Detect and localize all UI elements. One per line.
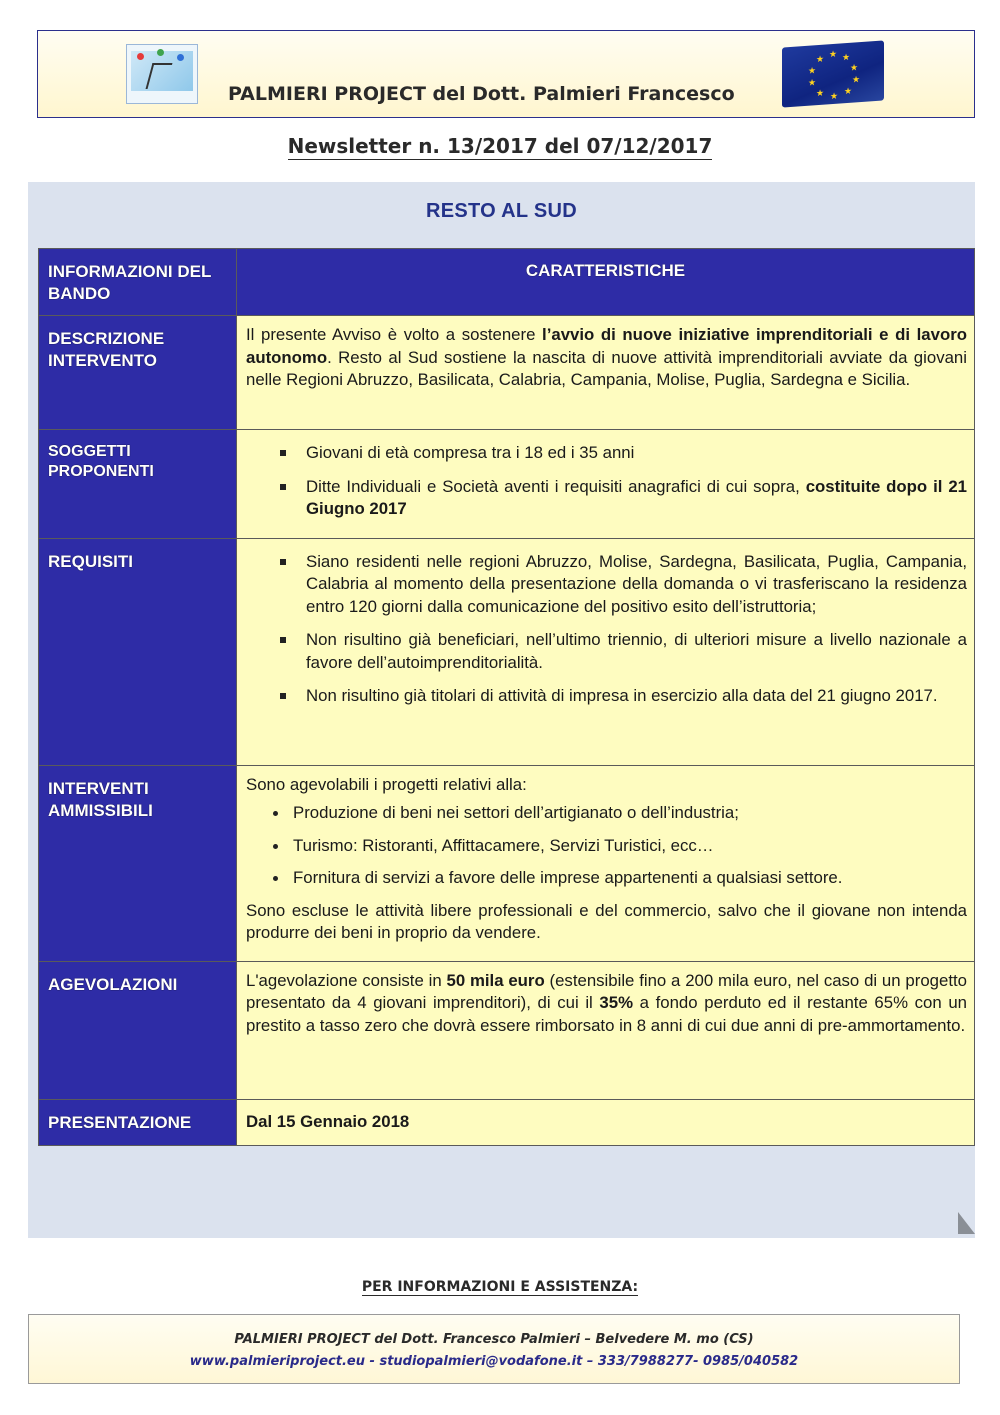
bullet-dot-icon	[273, 811, 278, 816]
footer-company: PALMIERI PROJECT del Dott. Francesco Palmieri – Belvedere M. mo (CS)	[234, 1332, 754, 1347]
row-value: Il presente Avviso è volto a sostenere l’avvio di nuove iniziative imprenditoriali e di lavoro autonomo. Resto al Sud sostiene la nascita di nuove attività imprenditoriali avviate da giovani nelle Regioni Abruzzo, Basilicata, Calabria, Campania, Molise, Puglia, Sardegna e Sicilia.	[237, 316, 975, 430]
bullet-square-icon	[280, 637, 286, 643]
list-item: Turismo: Ristoranti, Affittacamere, Servizi Turistici, ecc…	[246, 835, 967, 858]
footer-contacts[interactable]: www.palmieriproject.eu - studiopalmieri@vodafone.it – 333/7988277- 0985/040582	[189, 1354, 799, 1369]
header-left: INFORMAZIONI DEL BANDO	[39, 249, 237, 316]
bullet-square-icon	[280, 559, 286, 565]
row-agevolazioni	[39, 961, 975, 1099]
header-right: CARATTERISTICHE	[237, 249, 975, 316]
palmieri-project-logo-icon	[126, 44, 198, 104]
row-interventi	[39, 765, 975, 961]
row-label: DESCRIZIONE INTERVENTO	[39, 316, 237, 430]
page-curl	[958, 1212, 975, 1234]
bullet-square-icon	[280, 450, 286, 456]
row-label: SOGGETTI PROPONENTI	[39, 430, 237, 539]
letterhead	[37, 30, 975, 118]
row-soggetti	[39, 430, 975, 539]
bullet-dot-icon	[273, 844, 278, 849]
row-requisiti	[39, 538, 975, 765]
info-title: PER INFORMAZIONI E ASSISTENZA:	[361, 1279, 639, 1295]
list-item: Ditte Individuali e Società aventi i requisiti anagrafici di cui sopra, costituite dopo il 21 Giugno 2017	[246, 476, 967, 521]
row-value: L'agevolazione consiste in 50 mila euro (estensibile fino a 200 mila euro, nel caso di un progetto presentato da 4 giovani imprenditori), di cui il 35% a fondo perduto ed il restante 65% con un prestito a tasso zero che dovrà essere rimborsato in 8 anni di cui due anni di pre-ammortamento.	[237, 961, 975, 1099]
footer-box	[28, 1314, 960, 1384]
row-label: AGEVOLAZIONI	[39, 961, 237, 1099]
header-title: PALMIERI PROJECT del Dott. Palmieri Francesco	[228, 83, 735, 105]
row-value	[237, 430, 975, 539]
list-item: Siano residenti nelle regioni Abruzzo, Molise, Sardegna, Basilicata, Puglia, Campania, Calabria al momento della presentazione della domanda o vi trasferiscano la residenza entro 120 giorni dalla comunicazione del positivo esito dell’istruttoria;	[246, 551, 967, 619]
row-value: Sono agevolabili i progetti relativi alla: Produzione di beni nei settori dell’artigianato o dell’industria; Turismo: Ristoranti, Affittacamere, Servizi Turistici, ecc… Fornitura di servizi a favore delle imprese appartenenti a qualsiasi settore. Sono escluse le attività libere professionali e del commercio, salvo che il giovane non intenda produrre dei beni in proprio da vendere.	[237, 765, 975, 961]
row-descrizione	[39, 316, 975, 430]
bullet-square-icon	[280, 484, 286, 490]
list-item: Non risultino già beneficiari, nell’ultimo triennio, di ulteriori misure a livello nazionale a favore dell’autoimprenditorialità.	[246, 629, 967, 674]
bando-table	[38, 248, 975, 1146]
panel-title: RESTO AL SUD	[425, 200, 578, 222]
table-header-row	[39, 249, 975, 316]
list-item: Giovani di età compresa tra i 18 ed i 35 anni	[246, 442, 967, 465]
row-label: INTERVENTI AMMISSIBILI	[39, 765, 237, 961]
eu-flag-icon: ★ ★ ★ ★ ★ ★ ★ ★ ★ ★	[782, 40, 884, 107]
row-value: Dal 15 Gennaio 2018	[237, 1099, 975, 1145]
list-item: Non risultino già titolari di attività di impresa in esercizio alla data del 21 giugno 2017.	[246, 685, 967, 708]
row-presentazione	[39, 1099, 975, 1145]
list-item: Fornitura di servizi a favore delle imprese appartenenti a qualsiasi settore.	[246, 867, 967, 890]
row-label: REQUISITI	[39, 538, 237, 765]
row-label: PRESENTAZIONE	[39, 1099, 237, 1145]
list-item: Produzione di beni nei settori dell’artigianato o dell’industria;	[246, 802, 967, 825]
newsletter-title: Newsletter n. 13/2017 del 07/12/2017	[287, 134, 713, 158]
row-value	[237, 538, 975, 765]
bullet-square-icon	[280, 693, 286, 699]
bullet-dot-icon	[273, 876, 278, 881]
